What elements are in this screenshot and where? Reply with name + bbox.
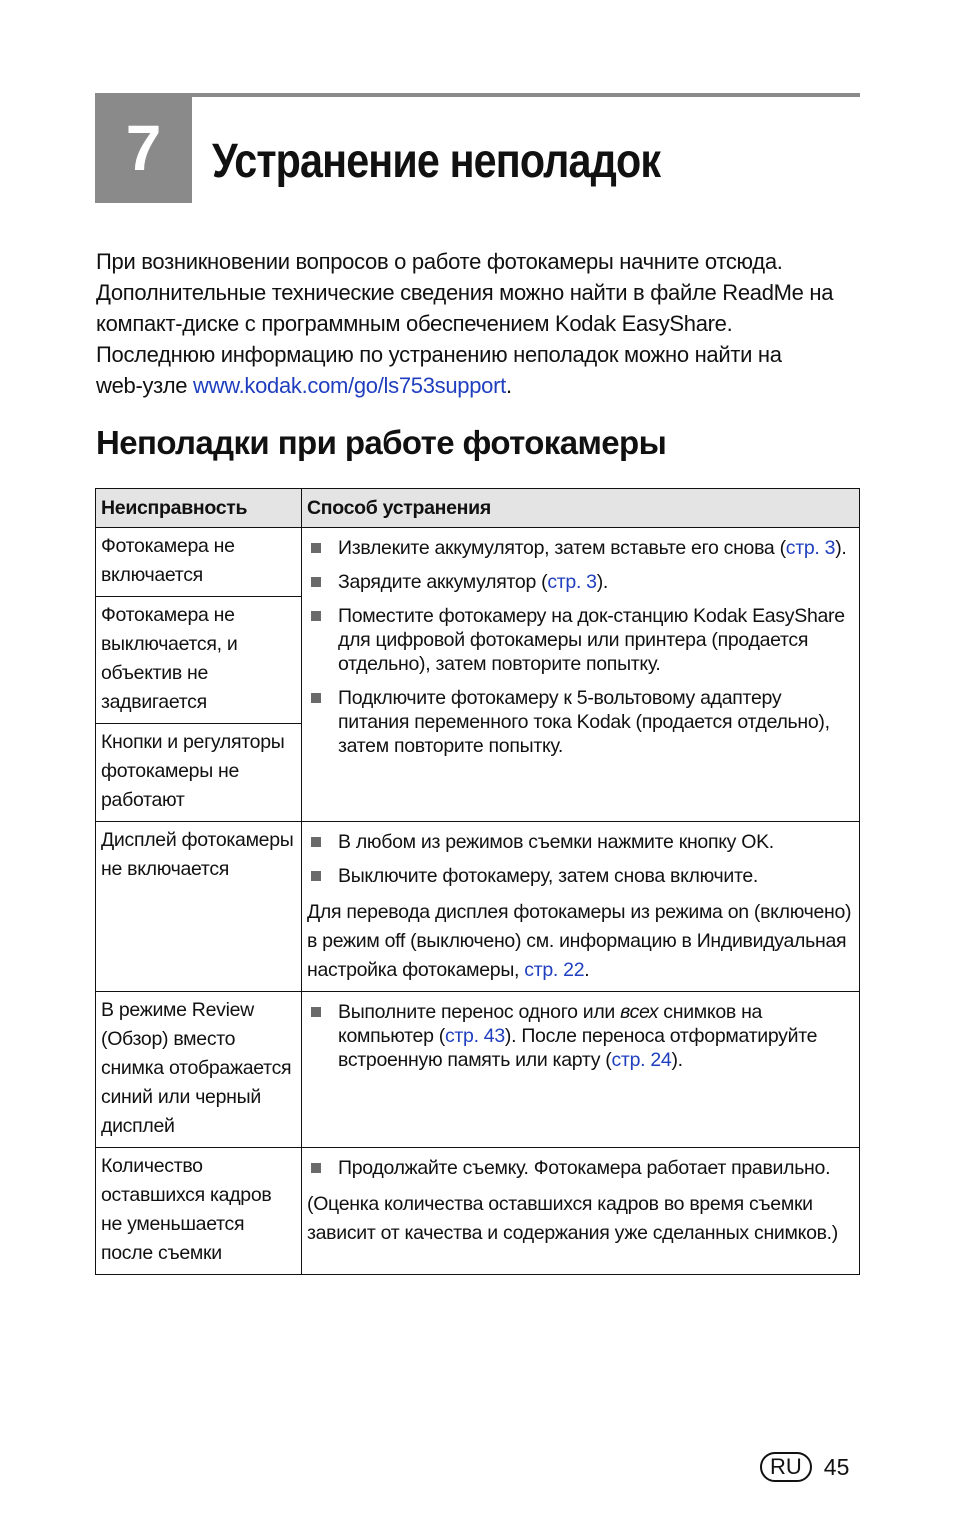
chapter-title: Устранение неполадок bbox=[212, 135, 661, 188]
page-link[interactable]: стр. 3 bbox=[547, 571, 597, 593]
solution-item bbox=[307, 1000, 853, 1072]
problem-cell: Фотокамера не выключается, и объектив не задвигается bbox=[96, 597, 302, 724]
bullet-icon bbox=[311, 837, 321, 847]
solution-text: Подключите фотокамеру к 5-вольтовому адаптеру питания переменного тока Kodak (продается отдельно), затем повторите попытку. bbox=[338, 687, 830, 757]
solution-cell bbox=[302, 528, 860, 822]
solution-text: Извлеките аккумулятор, затем вставьте его снова ( bbox=[338, 537, 786, 559]
solution-item bbox=[307, 604, 853, 676]
solution-text: Поместите фотокамеру на док-станцию Kodak EasyShare для цифровой фотокамеры или принтера (продается отдельно), затем повторите попытку. bbox=[338, 605, 845, 675]
support-link[interactable]: www.kodak.com/go/ls753support bbox=[193, 373, 506, 398]
solution-item bbox=[307, 864, 853, 888]
solution-text: снимков на компьютер ( bbox=[338, 1001, 763, 1047]
problem-cell: Количество оставшихся кадров не уменьшается после съемки bbox=[96, 1148, 302, 1275]
solution-item bbox=[307, 830, 853, 854]
solution-text: ). bbox=[835, 537, 847, 559]
problem-cell: В режиме Review (Обзор) вместо снимка отображается синий или черный дисплей bbox=[96, 992, 302, 1148]
solution-cell bbox=[302, 1148, 860, 1275]
bullet-icon bbox=[311, 1007, 321, 1017]
page-link[interactable]: стр. 43 bbox=[444, 1025, 505, 1047]
page-link[interactable]: стр. 22 bbox=[524, 959, 585, 981]
table-row bbox=[96, 822, 860, 992]
solution-item bbox=[307, 686, 853, 758]
intro-line: компакт-диске с программным обеспечением Kodak EasyShare. bbox=[96, 311, 733, 336]
solution-text: Выполните перенос одного или bbox=[338, 1001, 621, 1023]
intro-line: Дополнительные технические сведения можно найти в файле ReadMe на bbox=[96, 280, 834, 305]
chapter-rule bbox=[192, 93, 860, 97]
intro-paragraph bbox=[96, 246, 876, 401]
intro-text: web-узле bbox=[96, 373, 194, 398]
table-row bbox=[96, 1148, 860, 1275]
solution-text: ). bbox=[596, 571, 609, 593]
header-solution: Способ устранения bbox=[302, 489, 860, 528]
intro-line bbox=[96, 370, 876, 401]
table-row bbox=[96, 528, 860, 597]
intro-line: При возникновении вопросов о работе фотокамеры начните отсюда. bbox=[96, 249, 783, 274]
bullet-icon bbox=[311, 1163, 321, 1173]
bullet-icon bbox=[311, 543, 321, 553]
solution-cell bbox=[302, 822, 860, 992]
solution-item bbox=[307, 570, 853, 594]
troubleshooting-table bbox=[95, 488, 860, 1275]
solution-emphasis: всех bbox=[620, 1001, 659, 1023]
problem-cell: Фотокамера не включается bbox=[96, 528, 302, 597]
bullet-icon bbox=[311, 871, 321, 881]
solution-item bbox=[307, 536, 853, 560]
intro-line: Последнюю информацию по устранению неполадок можно найти на bbox=[96, 342, 782, 367]
solution-cell bbox=[302, 992, 860, 1148]
bullet-icon bbox=[311, 693, 321, 703]
solution-text: ). После переноса отформатируйте встроенную память или карту ( bbox=[338, 1025, 818, 1071]
intro-text: . bbox=[505, 373, 512, 398]
language-badge: RU bbox=[760, 1452, 812, 1482]
solution-note bbox=[307, 898, 853, 985]
problem-cell: Кнопки и регуляторы фотокамеры не работают bbox=[96, 724, 302, 822]
solution-text: Продолжайте съемку. Фотокамера работает правильно. bbox=[338, 1157, 831, 1179]
page-link[interactable]: стр. 3 bbox=[785, 537, 836, 559]
solution-note: (Оценка количества оставшихся кадров во время съемки зависит от качества и содержания уже сделанных снимков.) bbox=[307, 1193, 838, 1244]
problem-cell: Дисплей фотокамеры не включается bbox=[96, 822, 302, 992]
table-row bbox=[96, 992, 860, 1148]
table-header-row bbox=[96, 489, 860, 528]
note-text: . bbox=[584, 959, 590, 981]
page-link[interactable]: стр. 24 bbox=[611, 1049, 672, 1071]
header-problem: Неисправность bbox=[96, 489, 302, 528]
bullet-icon bbox=[311, 611, 321, 621]
solution-text: Зарядите аккумулятор ( bbox=[338, 571, 548, 593]
solution-text: В любом из режимов съемки нажмите кнопку OK. bbox=[338, 831, 774, 853]
footer bbox=[760, 1452, 849, 1482]
solution-item bbox=[307, 1156, 853, 1180]
note-text: Для перевода дисплея фотокамеры из режима on (включено) в режим off (выключено) см. информацию в Индивидуальная настройка фотокамеры, bbox=[307, 901, 852, 981]
bullet-icon bbox=[311, 577, 321, 587]
page-number: 45 bbox=[823, 1453, 850, 1480]
chapter-number: 7 bbox=[95, 93, 192, 203]
section-title: Неполадки при работе фотокамеры bbox=[96, 424, 667, 461]
solution-text: Выключите фотокамеру, затем снова включите. bbox=[338, 865, 759, 887]
solution-text: ). bbox=[671, 1049, 683, 1071]
